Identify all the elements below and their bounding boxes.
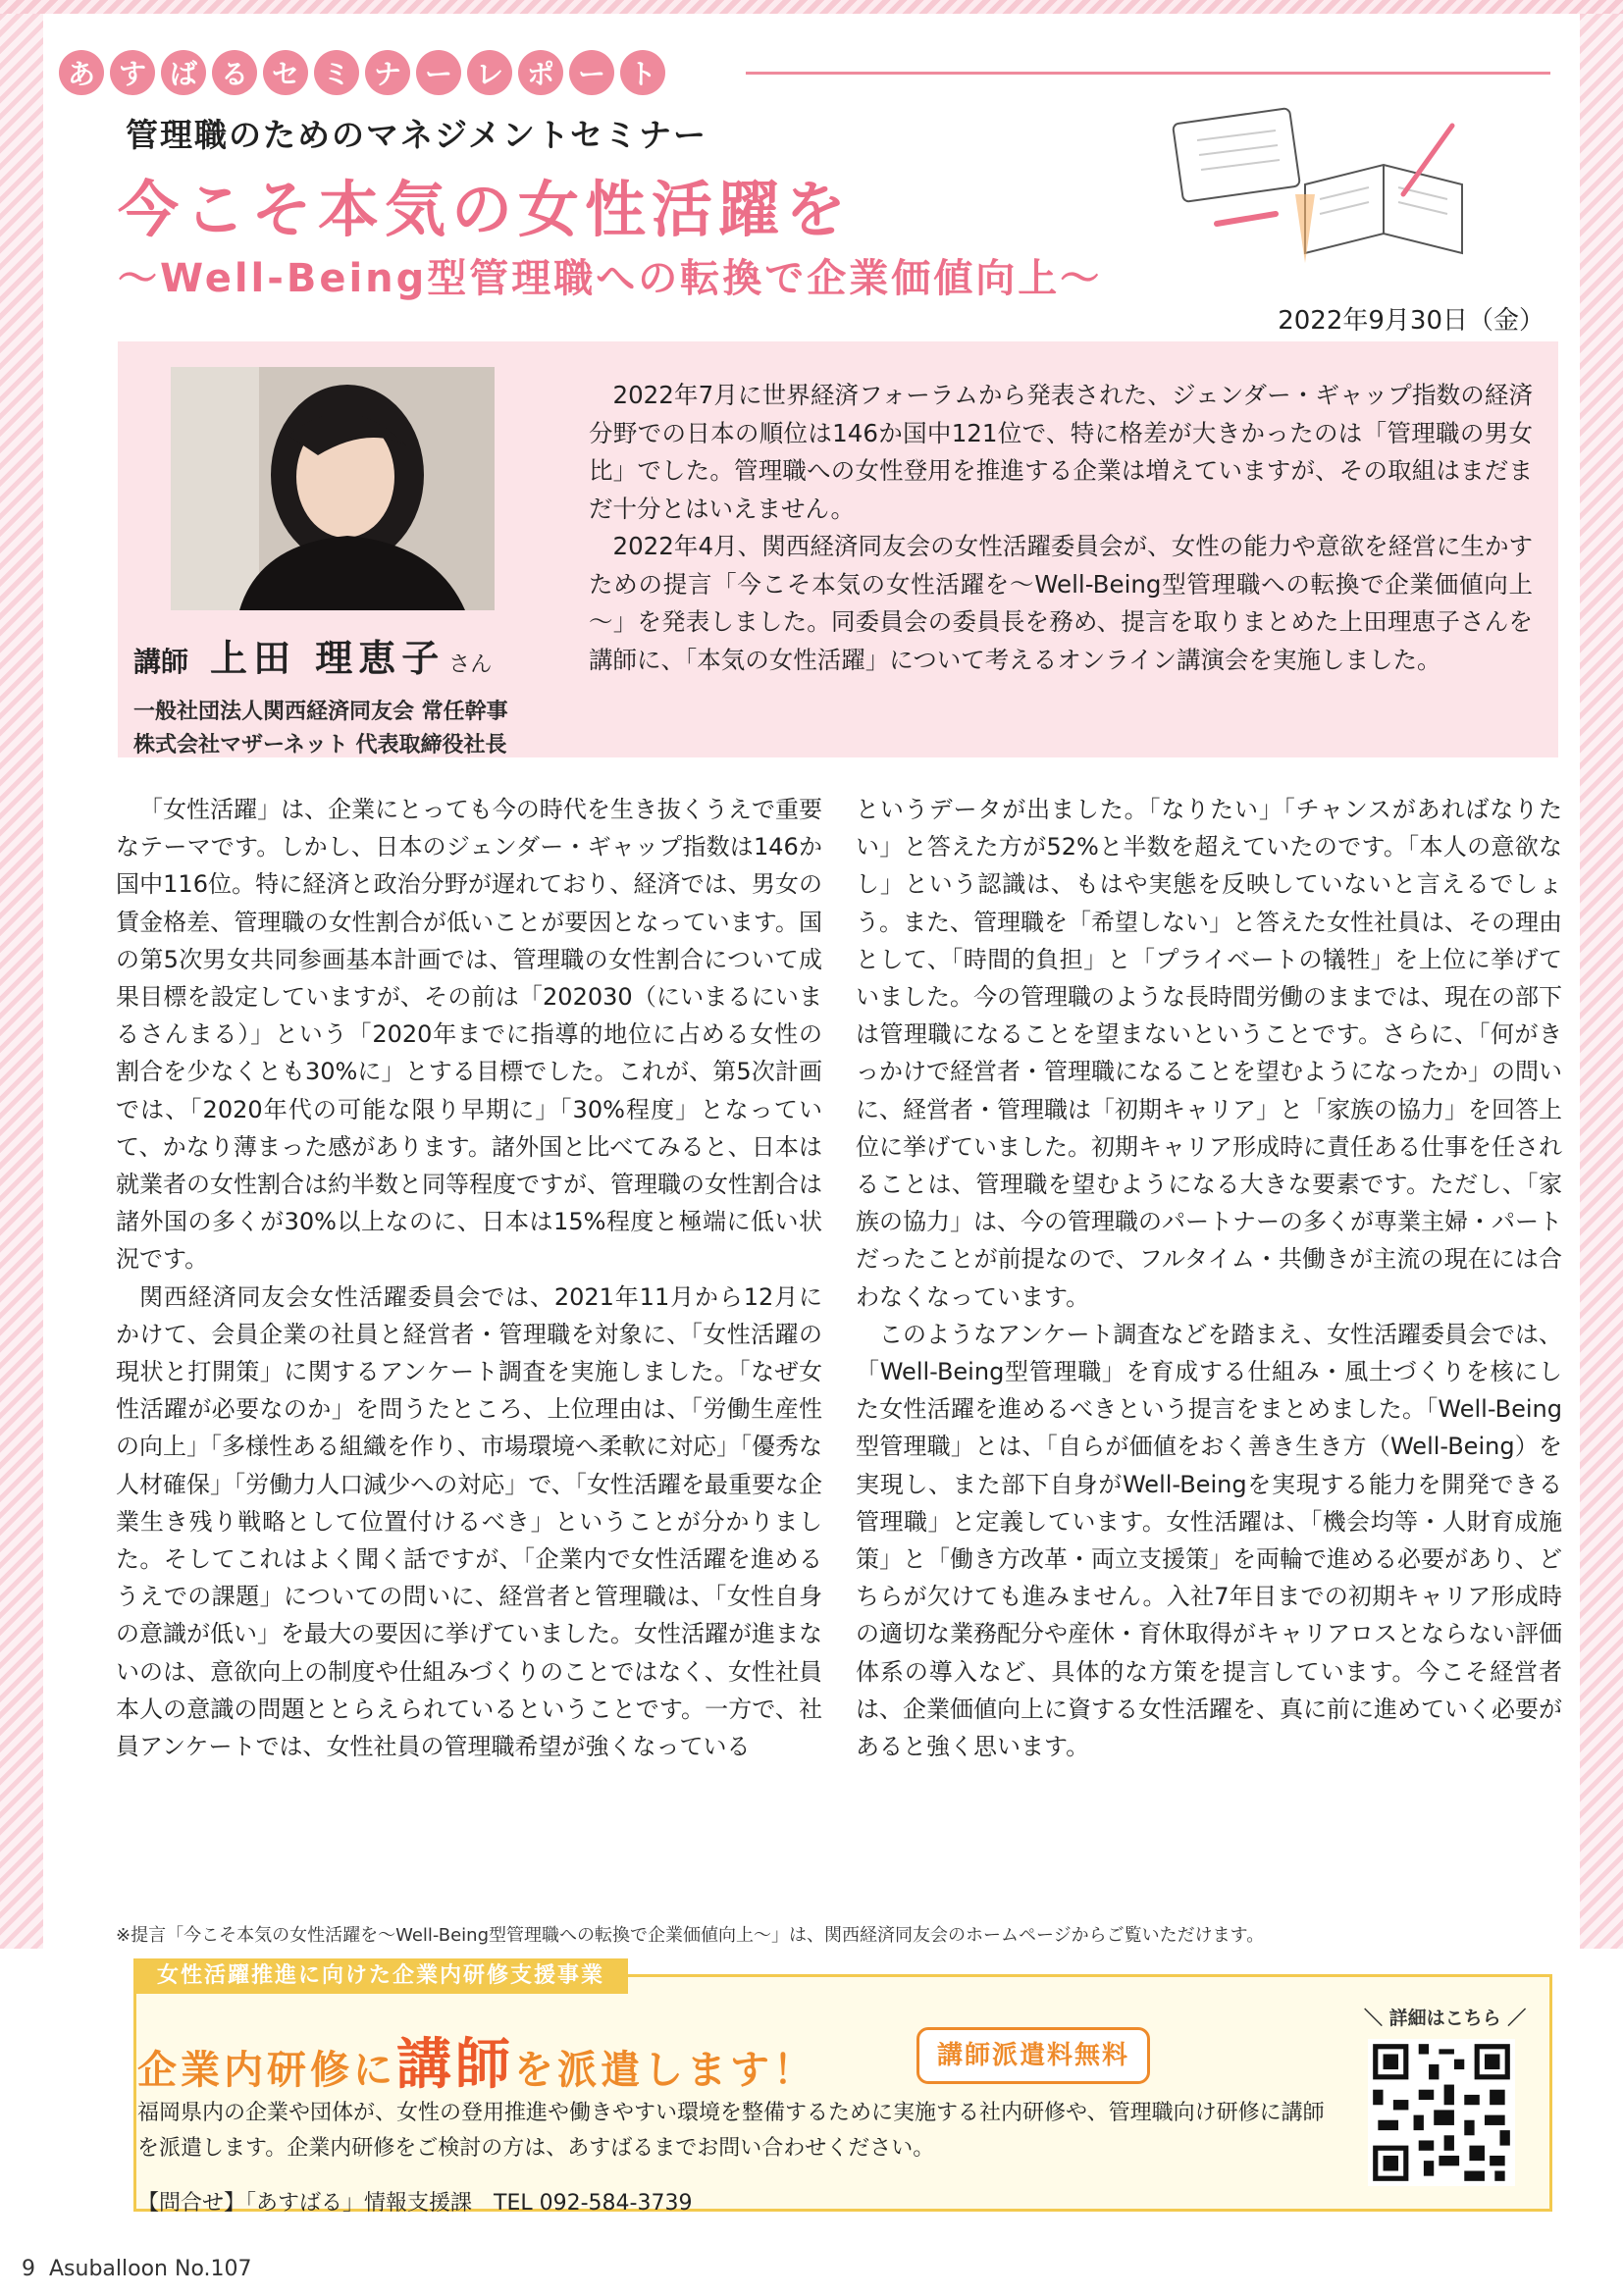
speaker-honorific: さん xyxy=(448,652,493,677)
tag-char: す xyxy=(110,50,155,95)
speaker-name: 上田 理恵子 xyxy=(210,637,445,680)
promo-title-emphasis: 講師 xyxy=(396,2033,514,2097)
tag-char: ナ xyxy=(365,50,410,95)
seminar-subtitle: 管理職のためのマネジメントセミナー xyxy=(126,116,708,154)
detail-label: ＼ 詳細はこちら ／ xyxy=(1364,2008,1527,2029)
page-title: 今こそ本気の女性活躍を xyxy=(118,174,853,245)
intro-text xyxy=(589,377,1533,679)
header-divider xyxy=(746,72,1550,75)
promo-header: 女性活躍推進に向けた企業内研修支援事業 xyxy=(133,1958,628,1994)
notebook-illustration xyxy=(1158,96,1482,273)
seminar-date: 2022年9月30日（金） xyxy=(1278,306,1544,336)
promo-description: 福岡県内の企業や団体が、女性の登用推進や働きやすい環境を整備するために実施する社内研修や、管理職向け研修に講師を派遣します。企業内研修をご検討の方は、あすばるまでお問い合わせください。 xyxy=(137,2101,1325,2161)
portrait-image xyxy=(171,367,495,610)
tag-char: あ xyxy=(59,50,104,95)
left-stripe-border xyxy=(0,14,43,1949)
body-paragraph: 関西経済同友会女性活躍委員会では、2021年11月から12月にかけて、会員企業の社員と経営者・管理職を対象に、「女性活躍の現状と打開策」に関するアンケート調査を実施しました。「なぜ女性活躍が必要なのか」を問うたところ、上位理由は、「労働生産性の向上」「多様性ある組織を作り、市場環境へ柔軟に対応」「優秀な人材確保」「労働力人口減少への対応」で、「女性活躍を最重要な企業生き残り戦略として位置付けるべき」ということが分かりました。そしてこれはよく聞く話ですが、「企業内で女性活躍を進めるうえでの課題」についての問いに、経営者と管理職は、「女性自身の意識が低い」を最大の要因に挙げていました。女性活躍が進まないのは、意欲向上の制度や仕組みづくりのことではなく、女性社員本人の意識の問題ととらえられているということです。一方で、社員アンケートでは、女性社員の管理職希望が強くなっている xyxy=(116,1282,822,1761)
tag-char: ば xyxy=(161,50,206,95)
speaker-photo xyxy=(171,367,495,610)
tag-char: ー xyxy=(416,50,461,95)
notepad-icon xyxy=(1173,108,1300,202)
promo-contact: 【問合せ】「あすばる」情報支援課 TEL 092-584-3739 xyxy=(137,2191,693,2216)
promo-title-pre: 企業内研修に xyxy=(137,2048,396,2093)
tag-char: ト xyxy=(620,50,665,95)
tag-char: ー xyxy=(569,50,614,95)
page-subtitle: ～Well-Being型管理職への転換で企業価値向上～ xyxy=(118,256,1103,301)
body-column-right xyxy=(856,791,1562,1765)
speaker-org-2: 株式会社マザーネット 代表取締役社長 xyxy=(133,733,507,757)
promo-title-post: を派遣します！ xyxy=(514,2048,816,2093)
tag-char: セ xyxy=(263,50,308,95)
qr-code-icon[interactable] xyxy=(1368,2039,1515,2186)
body-column-left xyxy=(116,791,822,1765)
tag-char: る xyxy=(212,50,257,95)
open-book-icon xyxy=(1295,165,1462,263)
tag-char: レ xyxy=(467,50,512,95)
page-number: 9 xyxy=(22,2257,35,2281)
intro-paragraph: 2022年4月、関西経済同友会の女性活躍委員会が、女性の能力や意欲を経営に生かすための提言「今こそ本気の女性活躍を～Well-Being型管理職への転換で企業価値向上～」を発表しました。同委員会の委員長を務め、提言を取りまとめた上田理恵子さんを講師に、「本気の女性活躍」について考えるオンライン講演会を実施しました。 xyxy=(589,532,1533,674)
seminar-report-tag xyxy=(59,43,669,102)
body-paragraph: このようなアンケート調査などを踏まえ、女性活躍委員会では、「Well-Being型管理職」を育成する仕組み・風土づくりを核にした女性活躍を進めるべきという提言をまとめました。「Well-Being型管理職」とは、「自らが価値をおく善き生き方（Well-Being）を実現し、また部下自身がWell-Beingを実現する能力を開発できる管理職」と定義しています。女性活躍は、「機会均等・人財育成施策」と「働き方改革・両立支援策」を両輪で進める必要があり、どちらが欠けても進みません。入社7年目までの初期キャリア形成時の適切な業務配分や産休・育休取得がキャリアロスとならない評価体系の導入など、具体的な方策を提言しています。今こそ経営者は、企業価値向上に資する女性活躍を、真に前に進めていく必要があると強く思います。 xyxy=(856,1320,1562,1761)
top-stripe-border xyxy=(0,0,1623,14)
speaker-role: 講師 xyxy=(133,646,189,678)
body-paragraph: というデータが出ました。「なりたい」「チャンスがあればなりたい」と答えた方が52%と半数を超えていたのです。「本人の意欲なし」という認識は、もはや実態を反映していないと言えるでしょう。また、管理職を「希望しない」と答えた女性社員は、その理由として、「時間的負担」と「プライベートの犠牲」を上位に挙げていました。今の管理職のような長時間労働のままでは、現在の部下は管理職になることを望まないということです。さらに、「何がきっかけで経営者・管理職になることを望むようになったか」の問いに、経営者・管理職は「初期キャリア」と「家族の協力」を回答上位に挙げていました。初期キャリア形成時に責任ある仕事を任されることは、管理職を望むようになる大きな要素です。ただし、「家族の協力」は、今の管理職のパートナーの多くが専業主婦・パートだったことが前提なので、フルタイム・共働きが主流の現在には合わなくなっています。 xyxy=(856,796,1562,1311)
speaker-info xyxy=(133,628,585,762)
right-stripe-border xyxy=(1580,14,1623,1949)
footnote: ※提言「今こそ本気の女性活躍を～Well-Being型管理職への転換で企業価値向上～」は、関西経済同友会のホームページからご覧いただけます。 xyxy=(116,1925,1265,1946)
free-fee-badge: 講師派遣料無料 xyxy=(916,2027,1150,2084)
promo-title xyxy=(137,2021,816,2100)
page-footer xyxy=(22,2257,252,2281)
speaker-org-1: 一般社団法人関西経済同友会 常任幹事 xyxy=(133,700,508,724)
tag-char: ポ xyxy=(518,50,563,95)
tag-char: ミ xyxy=(314,50,359,95)
body-paragraph: 「女性活躍」は、企業にとっても今の時代を生き抜くうえで重要なテーマです。しかし、日本のジェンダー・ギャップ指数は146か国中116位。特に経済と政治分野が遅れており、経済では、男女の賃金格差、管理職の女性割合が低いことが要因となっています。国の第5次男女共同参画基本計画では、管理職の女性割合について成果目標を設定していますが、その前は「202030（にいまるにいまるさんまる）」という「2020年までに指導的地位に占める女性の割合を少なくとも30%に」とする目標でした。これが、第5次計画では、「2020年代の可能な限り早期に」「30%程度」となっていて、かなり薄まった感があります。諸外国と比べてみると、日本は就業者の女性割合は約半数と同等程度ですが、管理職の女性割合は諸外国の多くが30%以上なのに、日本は15%程度と極端に低い状況です。 xyxy=(116,796,822,1274)
intro-paragraph: 2022年7月に世界経済フォーラムから発表された、ジェンダー・ギャップ指数の経済分野での日本の順位は146か国中121位で、特に格差が大きかったのは「管理職の男女比」でした。管理職への女性登用を推進する企業は増えていますが、その取組はまだまだ十分とはいえません。 xyxy=(589,381,1533,523)
publication-name: Asuballoon No.107 xyxy=(49,2257,252,2281)
